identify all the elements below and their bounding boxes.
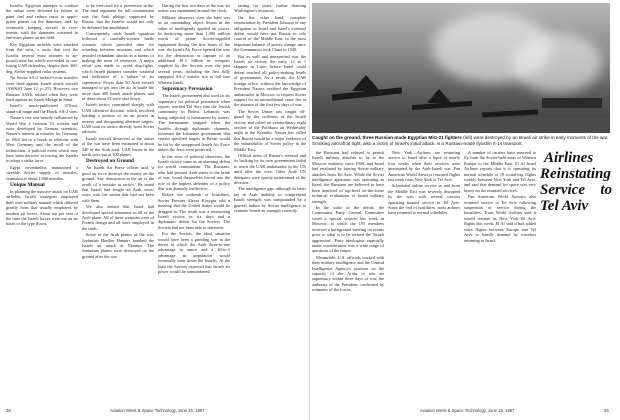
left-column-3 [158, 3, 230, 405]
paragraph: Israeli aircraft destroyed at the outset of the war have been estimated at about 240 of the Arab total. UAR losses in the north were put at 100 planes. [82, 135, 154, 157]
page-number-right: 39 [604, 408, 609, 413]
paragraph: the Russians had refused to permit Israeli military attaches to be at the Moscow embassy since 1949, and Israel had retaliated by barring Soviet military attaches from Tel Aviv. While the Soviet intelligence apparatus was operating in Israel, the Russians are believed to have been deprived of top-level on-the-scene technical evaluations of Israeli military strength. [312, 150, 384, 204]
left-column-2 [82, 3, 154, 405]
paragraph: Key Egyptian airfields were attacked from the west, a tactic that cost the Israelis several extra minutes to ap-proach time but which succeeded in con-fusing UAR defenders, despite their 360-deg. Soviet-supplied radar systems. [6, 41, 78, 74]
subhead-unique-manual: Unique Manual [10, 182, 45, 188]
paragraph: to be exercised for a preventive strike. The final argument for full commitment was the Arab pledge, supported by Russia, that the Israelis would not only be defeated but annihilated. [82, 3, 154, 30]
mig-21-wing-2 [427, 89, 451, 103]
paragraph: Egypt nevertheless maintained a sizeable Soviet supply of missiles, estimated at about 1,800 missiles. [6, 164, 78, 181]
paragraph: In the wake of the defeat, the Communist Party Central Committee voted a special session last week in Moscow, at which the 195 members received a background briefing on events prior to what is to be termed the 'Israeli aggression'. Party ideologists especially under consideration was a wide range of questions of the future. [312, 205, 384, 254]
paragraph: Consequently, each Israeli squadron followed a carefully-written battle scenario which provided time for refueling between missions and which avoided redundant attacks as a means of making the most of resources. A major effort was made to avoid dog-fights, which Israeli planners consider wasteful and indicative of a failure of air supremacy. Fewer than 50 Arab aircraft managed to get into the air in battle the more than 400 Israeli attack planes, and of these about 32 were shot down. [82, 31, 154, 101]
mig-21-fighter-3 [482, 110, 538, 118]
paragraph: On the other hand, complete renunciation by President Johnson of any obligation to Israel and Israel's eventual defeat would have put Russia in sole control of the Middle East, in the most important balance of power change since the Communists took China in 1949. [234, 14, 306, 53]
paragraph: lasting for years, further draining Washington's resources. [234, 3, 306, 14]
right-col1-body [312, 150, 384, 293]
paragraph: Scheduled airline service to and from the Middle East was severely disrupted by the war, with several carriers operating limited service to Tel Aviv. Since the end of hostilities, most airlines have returned to normal schedules. [388, 183, 460, 216]
airfield-ground [312, 118, 610, 133]
right-column-4 [540, 150, 612, 404]
paragraph: The intelligence gap, although its basis lay in Arab inability to comprehend Israeli strength, was compounded by a general failure by Soviet intelligence to estimate Israeli air strength correctly. [234, 186, 306, 214]
paragraph: Before the outbreak of hostilities, Soviet Premier Alexei Kosygin told a meeting that the United States would be dragged in. The result was a resounding Israeli victory in six days and a diplomatic defeat for the Soviets. The Soviets had not been able to intervene. [158, 192, 230, 230]
paragraph: Israel's much-publicized 370-mi. stand-off range and the Hawk, SA-2 sites. [6, 103, 78, 114]
left-col1-body [6, 3, 78, 181]
right-column-2 [388, 150, 460, 404]
mig-21-wing-1 [352, 75, 380, 91]
left-col2-tail [82, 165, 154, 259]
paragraph: Meanwhile, U.S. officials worked with their military intelligence and the Central Intelligence Agency's position on the capacity of the Arabs to win air supremacy within three days of war, the authority of the President, confirmed by estimates of the forces. [312, 254, 384, 293]
footer-credit-right: Aviation Week & Space Technology, June 19, 1967 [420, 408, 515, 413]
left-column-1 [6, 3, 78, 405]
subhead-supremacy-persuasion: Supremacy Persuasion [162, 86, 213, 93]
left-col3-tail [158, 93, 230, 274]
il-14-transport [542, 98, 602, 108]
right-column-1 [312, 150, 384, 404]
paragraph: A number of carriers have returned to fly from the Soviet-held areas of Western Europe to the Middle East. El Al Israel Airlines reports that it is operating its normal schedule of 10 round-trip flights weekly between New York and Tel Aviv, and said that demand for space was very heavy on the resumed services. [464, 150, 536, 193]
paragraph: Official news of Russia's reversal and its backing by its own government failed to reach the UAR ambassador to the UN until after the vote. Other Arab UN delegates were openly uninformed of the decision. [234, 152, 306, 185]
paragraph: No Soviet SA-2 surface-to-air missiles were fired against Israeli attack aircraft (AW&ST June 12, p. 25). However, two Russian SAMs missed when they were fired against an Israeli Mirage in Sinai. [6, 75, 78, 102]
right-col3-body [464, 150, 536, 243]
page-number-left: 38 [6, 408, 11, 413]
caption-lead: Caught on the ground, three Russian-made Egyptian MiG-21 fighters [312, 135, 462, 140]
page-gutter [309, 0, 310, 420]
paragraph: An Israeli Air Force officer said, 'a good air force destroys the enemy on the ground. Any destruction in the air is the result of a mistake in tactics.' He noted that Israeli had fought an Arab cross-ways with the nation that had not been with them. [82, 165, 154, 203]
footer-credit-left: Aviation Week & Space Technology, June 19, 1967 [110, 408, 205, 413]
paragraph: Nasser's rise was heavily influenced by World War 2 German V2 rockets and were developed by German scientists. Nasser's interest in missiles for Germany in 1963 led to a break in relations with West Germany and the recall of the technicians, a political event which may have been decisive in forcing the Israelis to adopt a strike force. [6, 115, 78, 164]
air-battle-photo [312, 3, 610, 133]
caption-rest: (left) were destroyed by an Israeli air strike in early moments of the war. Smoking aircraft at right, also a victim of Israel's initial attack, is a Russian-made Ilyushin Il-14 transport. [312, 135, 609, 146]
smoke-cloud-right [512, 33, 602, 93]
photo-caption [312, 135, 610, 146]
left-col4-body [234, 3, 306, 213]
paragraph: For the Soviets, the ideal situation would have been a grinding war in the desert in which the Arab three-to-one advantage in armor and a 40-to-1 advantage in population would eventually wear down the Israelis. At the least the Soviets expected that Israeli air power would be outnumbered. [158, 231, 230, 275]
subhead-destroyed-on-ground: Destroyed on Ground [86, 158, 134, 165]
left-col2-body [82, 3, 154, 157]
paragraph: Israelis, Egyptian attempts to confuse the radars were defeated by failure to paint fuel and reduce razor to appro-priate planes on the dummies, and by eventually keeping aircraft in reve-tments, with the dummies scattered in ene-mies planes on the field. [6, 3, 78, 41]
right-column-3 [464, 150, 536, 404]
paragraph: In planning the massive attack on UAR airfields, Israeli strategists employed their own military manual which differed greatly from that usually employed by modern air forces. About ten per cent of the time the Israeli forces were out on air bases of the type flown. [6, 189, 78, 227]
paragraph: Some of the Arab planes of the war, Jordanian Hawker Hunters bombed the Israeli air attack at Netanya. The Jordanian planes were destroyed on the ground after the war. [82, 232, 154, 259]
paragraph: The Soviet Union was caught off-guard by the swiftness of the Israeli victory and called an extraordinary night session of the Politburo on Wednesday night in the Kremlin. Nasser has called this Russia would be a major evidence of the vulnerability of Soviet policy in the Middle East. [234, 108, 306, 152]
paragraph: In the view of political observers, the Israeli victory came as an alarming defeat for world communism. The Russians, who had pressed Arab states to the brink of war, found themselves forced into the role of the hapless defender of a policy that was dismally ineffective. [158, 153, 230, 191]
paragraph: Israeli tactics contrasted sharply with UAR offensive doctrine, which involved holding a portion of its air power in reserve and designating alternate targets. UAR took its tactics directly from Soviet advisers. [82, 102, 154, 135]
paragraph: But as well and unexpected was the Israeli air victory the early, 12 to 1 skipped in Cairo before Israel could defeat reached all policy-making levels of government. As a result, the UAR foreign office, without the knowledge of President Nasser, notified the Egyptian ambassador in Moscow to request Soviet support for an unconditional cease fire in the absence of the first few days of war. [234, 53, 306, 108]
left-column-4 [234, 3, 306, 405]
paragraph: The Israeli government also used its air supremacy for political persuasion when reports reached Tel Aviv that the Jewish community in Beirut, Lebanon, was being subjected to harassment by rioters. The harassment stopped when the Israelis, through diplomatic channels, informed the Lebanese government that certain specified targets in Beirut would be hit by the unopposed Israeli Air Force unless the Jews were protected. [158, 93, 230, 153]
paragraph: New York—Airlines are resuming service to Israel after a lapse of nearly four weeks when their services were interrupted by the Arab-Israeli war. Pan American World Airways resumed flights last week from New York to Tel Aviv. [388, 150, 460, 183]
left-col3-body [158, 3, 230, 85]
paragraph: We also denied that Israel had developed special armament in all of the Arab plane. All of these weapons were of French design and all were employed in the raids. [82, 204, 154, 231]
left-col1-tail [6, 189, 78, 227]
right-col2-body [388, 150, 460, 216]
paragraph: During the first two days of the war, air action was maintained around the clock. [158, 3, 230, 14]
paragraph: Military observers view the brief war as an outstanding object lesson in the value of intelligently applied air power. In destroying more than 1,000 million worth of prime Soviet-supplied equipment during the first hours of the war, the Israeli Air Force opened the way for the destruction or capture of an additional $1.5 billion in weapons supplied by the Soviets over the past several years, including the first fully equipped SA-2 missile site to fall into Western hands. [158, 14, 230, 85]
airlines-headline: Airlines Reinstating Service to Tel Aviv [540, 150, 612, 214]
paragraph: Pan American World Airways also resumed service to Tel Aviv following suspension of service during the hostilities. Trans World Airlines said it would resume its New York-Tel Aviv flights this week. El Al said it had added extra flights between Europe and Tel Aviv to handle demand by travelers returning to Israel. [464, 194, 536, 243]
